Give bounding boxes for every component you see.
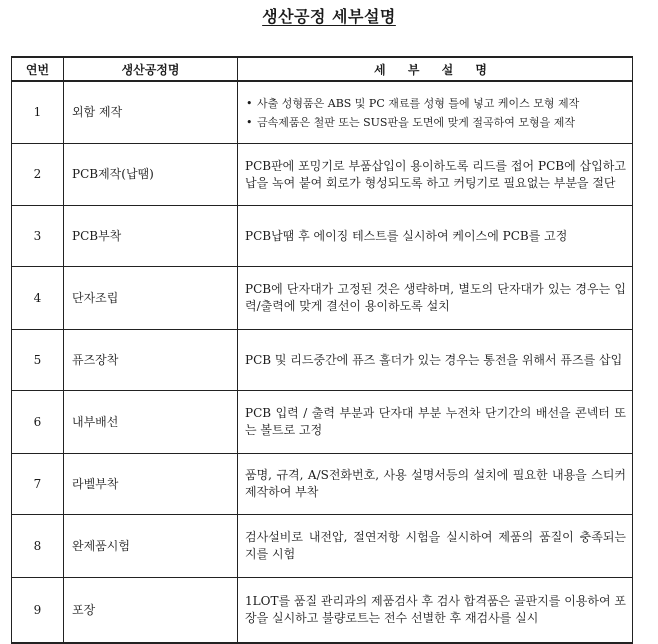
row-number: 3 — [12, 206, 64, 267]
detail-bullet: • 사출 성형품은 ABS 및 PC 재료를 성형 틀에 넣고 케이스 모형 제작 — [245, 94, 626, 113]
process-name: 단자조립 — [64, 267, 238, 330]
row-number: 1 — [12, 81, 64, 144]
process-name: PCB제작(납땜) — [64, 144, 238, 206]
process-detail: PCB판에 포밍기로 부품삽입이 용이하도록 리드를 접어 PCB에 삽입하고 납을 녹여 붙여 회로가 형성되도록 하고 커팅기로 필요없는 부분을 절단 — [238, 144, 633, 206]
process-name: PCB부착 — [64, 206, 238, 267]
table-row — [12, 515, 633, 578]
table-row — [12, 206, 633, 267]
process-name: 포장 — [64, 578, 238, 644]
process-detail: 1LOT를 품질 관리과의 제품검사 후 검사 합격품은 골판지를 이용하여 포장을 실시하고 불량로트는 전수 선별한 후 재검사를 실시 — [238, 578, 633, 644]
row-number: 2 — [12, 144, 64, 206]
process-name: 퓨즈장착 — [64, 330, 238, 391]
process-detail — [238, 81, 633, 144]
document-title-text: 생산공정 세부설명 — [262, 7, 396, 26]
process-detail: 품명, 규격, A/S전화번호, 사용 설명서등의 설치에 필요한 내용을 스티커 제작하여 부착 — [238, 454, 633, 515]
table-row — [12, 267, 633, 330]
process-name: 라벨부착 — [64, 454, 238, 515]
detail-bullet-list — [245, 94, 626, 132]
header-detail: 세 부 설 명 — [238, 57, 633, 81]
process-detail: 검사설비로 내전압, 절연저항 시험을 실시하여 제품의 품질이 충족되는 지를 시험 — [238, 515, 633, 578]
row-number: 4 — [12, 267, 64, 330]
row-number: 5 — [12, 330, 64, 391]
process-detail: PCB 및 리드중간에 퓨즈 홀더가 있는 경우는 통전을 위해서 퓨즈를 삽입 — [238, 330, 633, 391]
header-process-name: 생산공정명 — [64, 57, 238, 81]
process-detail: PCB에 단자대가 고정된 것은 생략하며, 별도의 단자대가 있는 경우는 입력/출력에 맞게 결선이 용이하도록 설치 — [238, 267, 633, 330]
table-row — [12, 144, 633, 206]
process-name: 외함 제작 — [64, 81, 238, 144]
row-number: 6 — [12, 391, 64, 454]
table-header-row — [12, 57, 633, 81]
row-number: 8 — [12, 515, 64, 578]
row-number: 9 — [12, 578, 64, 644]
process-table — [11, 56, 633, 644]
process-detail: PCB 입력 / 출력 부분과 단자대 부분 누전차 단기간의 배선을 콘넥터 또는 볼트로 고정 — [238, 391, 633, 454]
table-row — [12, 330, 633, 391]
header-no: 연번 — [12, 57, 64, 81]
document-title — [0, 4, 658, 27]
detail-bullet: • 금속제품은 철판 또는 SUS판을 도면에 맞게 절곡하여 모형을 제작 — [245, 113, 626, 132]
process-detail: PCB납땜 후 에이징 테스트를 실시하여 케이스에 PCB를 고정 — [238, 206, 633, 267]
table-row — [12, 81, 633, 144]
table-row — [12, 391, 633, 454]
row-number: 7 — [12, 454, 64, 515]
process-name: 내부배선 — [64, 391, 238, 454]
table-row — [12, 454, 633, 515]
table-row — [12, 578, 633, 644]
process-name: 완제품시험 — [64, 515, 238, 578]
